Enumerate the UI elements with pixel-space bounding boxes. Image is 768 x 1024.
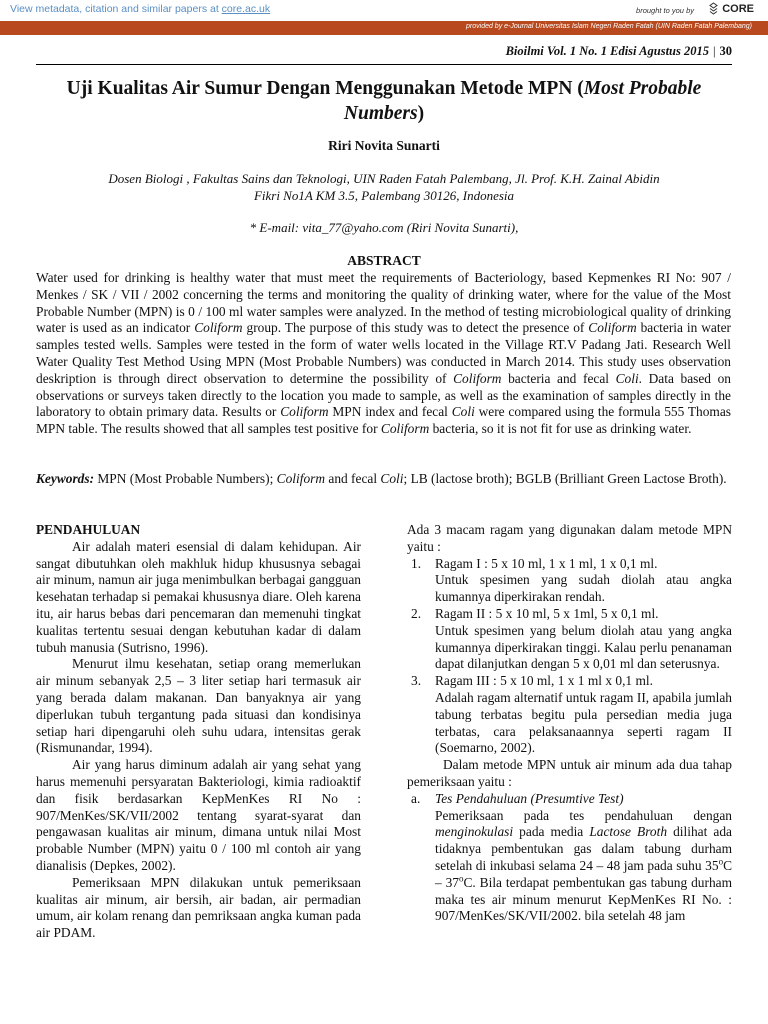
page-number: 30 bbox=[719, 44, 732, 58]
text-run: C – 37 bbox=[435, 857, 732, 890]
title-close: ) bbox=[417, 103, 425, 124]
affiliation bbox=[40, 170, 728, 204]
text-run: Coliform bbox=[194, 320, 243, 336]
core-logo[interactable] bbox=[708, 2, 754, 15]
text-run: were compared using the formula 555 Thomas MPN table. The results showed that all samples test positive for bbox=[36, 404, 731, 437]
text-run: Coliform bbox=[380, 421, 430, 437]
text-run: C. Bila terdapat pembentukan gas tabung durham maka tes air minum menurut KepMenKes RI No. : 907/MenKes/SK/VII/2002. bila setelah 48 jam bbox=[435, 874, 733, 924]
abstract-body bbox=[36, 270, 731, 438]
header-separator: | bbox=[712, 44, 716, 58]
affiliation-line-1: Dosen Biologi , Fakultas Sains dan Teknologi, UIN Raden Fatah Palembang, Jl. Prof. K.H. Zainal Abidin bbox=[108, 171, 660, 186]
text-run: ; LB (lactose broth); BGLB (Brilliant Green Lactose Broth). bbox=[403, 471, 727, 486]
text-run: Lactose Broth bbox=[589, 824, 668, 840]
paragraph: Air adalah materi esensial di dalam kehidupan. Air sangat dibutuhkan oleh makhluk hidup khususnya sebagai air minum, namun air juga menimbulkan berbagai gangguan kesehatan terhadap si pemakai khususnya diare. Oleh karena itu, air harus bebas dari pencemaran dan memenuhi tingkat kualitas tertentu sesuai dengan kebutuhan kadar di dalam tubuh manusia (Sutrisno, 1996). bbox=[36, 538, 361, 655]
header-rule bbox=[36, 64, 732, 65]
paragraph: Air yang harus diminum adalah air yang sehat yang harus memenuhi persyaratan Bakteriologi, kimia radioaktif dan fisik berdasarkan KepMenKes RI No : 907/MenKes/SK/VII/2002 tentang syarat-syarat dan pengawasan kualitas air minum, dimana untuk nilai Most probable Number (MPN) yaitu 0 / 100 ml contoh air yang dianalisis (Depkes, 2002). bbox=[36, 757, 361, 873]
abstract-heading: ABSTRACT bbox=[347, 253, 421, 268]
paragraph: Pemeriksaan MPN dilakukan untuk pemeriksaan kualitas air minum, air bersih, air badan, air permadian umum, air kolam renang dan pemriksaan angka kuman pada air PDAM. bbox=[36, 874, 361, 941]
text-run: 3. bbox=[411, 673, 422, 689]
text-run: Ragam III : 5 x 10 ml, 1 x 1 ml x 0,1 ml. bbox=[435, 673, 653, 689]
core-brought-by: brought to you by bbox=[636, 6, 694, 15]
text-run: Coli bbox=[380, 471, 404, 486]
text-run: Coliform bbox=[280, 404, 329, 420]
text-run: bacteria in water samples tested wells. Samples were tested in the form of water wells located in the Village RT.V Padang Jati. Research Well Water Quality Test Method Using MPN (Most Probable Numbers) was conducted in March 2014. This study uses observation deskription is through direct observation to determine the possibility of bbox=[36, 320, 731, 386]
paragraph: Dalam metode MPN untuk air minum ada dua tahap pemeriksaan yaitu : bbox=[407, 757, 732, 789]
keywords-label: Keywords: bbox=[36, 471, 95, 486]
text-run: Coliform bbox=[276, 471, 326, 486]
list-item bbox=[407, 791, 732, 925]
paper-title bbox=[40, 76, 728, 126]
core-logo-icon bbox=[708, 2, 719, 15]
text-run: Pemeriksaan pada tes pendahuluan dengan bbox=[435, 807, 732, 823]
paragraph: Menurut ilmu kesehatan, setiap orang memerlukan air minum sebanyak 2,5 – 3 liter setiap hari termasuk air yang berada dalam makanan. Dan banyaknya air yang diperlukan tubuh tergantung pada situasi dan kondisinya setiap hari dipengaruhi oleh suhu udara, intensitas gerak (Rismunandar, 1994). bbox=[36, 656, 361, 756]
text-run: and fecal bbox=[325, 471, 381, 486]
text-run: Untuk spesimen yang belum diolah atau yang angka kumannya diperkirakan tinggi. Kalau perlu penanaman dapat dilanjutkan dengan 5 x 0,01 ml dan seterusnya. bbox=[435, 622, 732, 672]
text-run: 1. bbox=[411, 555, 422, 571]
text-run: o bbox=[718, 856, 724, 867]
text-run: o bbox=[459, 873, 464, 884]
list-item bbox=[407, 556, 732, 606]
text-run: MPN (Most Probable Numbers); bbox=[94, 471, 277, 486]
paragraph bbox=[435, 808, 732, 926]
text-run: group. The purpose of this study was to detect the presence of bbox=[242, 320, 589, 336]
author-name: Riri Novita Sunarti bbox=[328, 138, 440, 153]
ragam-intro: Ada 3 macam ragam yang digunakan dalam metode MPN yaitu : bbox=[407, 522, 732, 554]
text-run: Untuk spesimen yang sudah diolah atau angka kumannya diperkirakan rendah. bbox=[435, 572, 732, 605]
list-item bbox=[407, 673, 732, 757]
author-email: * E-mail: vita_77@yaho.com (Riri Novita Sunarti), bbox=[249, 220, 519, 235]
provided-by-text: provided by e-Journal Universitas Islam Negeri Raden Fatah (UIN Raden Fatah Palembang) bbox=[466, 23, 752, 30]
keywords bbox=[36, 471, 731, 488]
text-run: menginokulasi bbox=[435, 824, 514, 840]
text-run: Water used for drinking is healthy water that must meet the requirements of Bacteriology, based Kepmenkes RI No: 907 / Menkes / SK / VII / 2002 concerning the terms and monitoring the quality of drinking water, where for the value of the Most Probable Number (MPN) is 0 / 100 ml water samples were analyzed. In the method of testing microbiological quality of drinking water is used as an indicator bbox=[36, 270, 731, 336]
running-head bbox=[506, 44, 732, 59]
text-run: a. bbox=[411, 790, 421, 806]
text-run: Coli bbox=[451, 404, 475, 420]
text-run: pada media bbox=[513, 824, 590, 840]
section-heading-pendahuluan: PENDAHULUAN bbox=[36, 522, 141, 537]
list-item bbox=[407, 606, 732, 673]
text-run: Coliform bbox=[453, 370, 502, 386]
provided-by-bar bbox=[0, 21, 768, 35]
core-metadata-text bbox=[10, 3, 270, 15]
title-plain: Uji Kualitas Air Sumur Dengan Menggunakan Metode MPN ( bbox=[66, 78, 584, 99]
text-run: . Data based on observations or surveys taken directly to the location you made to sample, as well as the examination of samples directly in the laboratory to obtain primary data. Results or bbox=[36, 370, 731, 420]
core-metadata-prefix: View metadata, citation and similar papers at bbox=[10, 3, 222, 15]
text-run: bacteria and fecal bbox=[501, 370, 616, 386]
core-logo-label: CORE bbox=[722, 2, 754, 15]
subsection-heading: Tes Pendahuluan (Presumtive Test) bbox=[435, 790, 624, 806]
text-run: Coli bbox=[615, 370, 639, 386]
text-run: MPN index and fecal bbox=[328, 404, 452, 420]
text-run: Ragam I : 5 x 10 ml, 1 x 1 ml, 1 x 0,1 ml. bbox=[435, 555, 658, 571]
journal-name: Bioilmi Vol. 1 No. 1 Edisi Agustus 2015 bbox=[505, 44, 709, 58]
text-run: bacteria, so it is not fit for use as drinking water. bbox=[429, 421, 692, 437]
title-italic: Most Probable Numbers bbox=[343, 78, 702, 124]
affiliation-line-2: Fikri No1A KM 3.5, Palembang 30126, Indonesia bbox=[253, 188, 515, 203]
text-run: 2. bbox=[411, 605, 422, 621]
text-run: Ragam II : 5 x 10 ml, 5 x 1ml, 5 x 0,1 ml. bbox=[435, 605, 659, 621]
right-column bbox=[407, 522, 732, 925]
text-run: Adalah ragam alternatif untuk ragam II, apabila jumlah tabung terbatas begitu pula persedian media juga terbatas, cara pelaksanaannya seperti ragam II (Soemarno, 2002). bbox=[435, 689, 732, 756]
text-run: dilihat ada tidaknya pembentukan gas dalam tabung durham setelah di inkubasi selama 24 – 48 jam pada suhu 35 bbox=[435, 824, 732, 873]
left-column bbox=[36, 522, 361, 942]
core-banner bbox=[0, 0, 768, 22]
core-link[interactable]: core.ac.uk bbox=[221, 3, 271, 15]
text-run: Coliform bbox=[588, 320, 637, 336]
